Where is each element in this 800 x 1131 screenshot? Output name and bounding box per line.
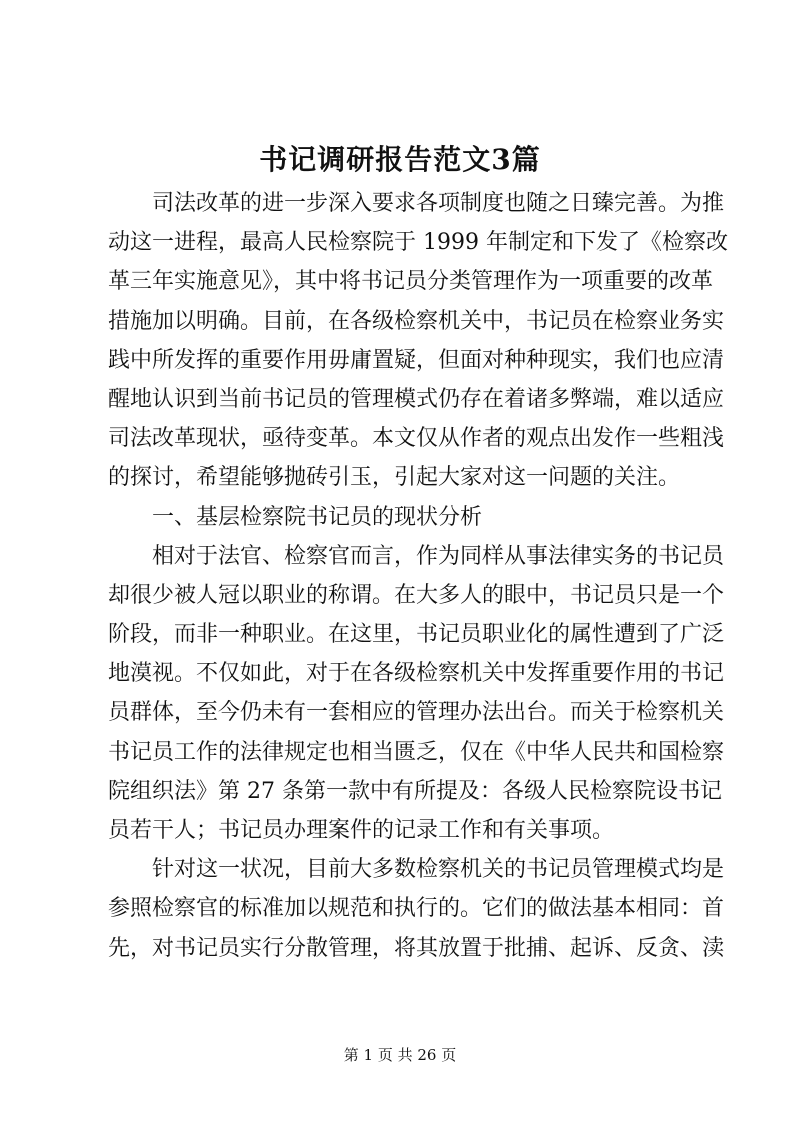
paragraph-line: 却很少被人冠以职业的称谓。在大多人的眼中，书记员只是一个 [108,582,725,608]
paragraph-line: 动这一进程，最高人民检察院于 1999 年制定和下发了《检察改 [108,230,728,256]
document-body [108,184,728,968]
paragraph-line: 参照检察官的标准加以规范和执行的。它们的做法基本相同：首 [108,896,725,922]
paragraph-line: 先，对书记员实行分散管理，将其放置于批捕、起诉、反贪、渎 [108,935,725,961]
paragraph-line: 院组织法》第 27 条第一款中有所提及：各级人民检察院设书记 [108,778,722,804]
paragraph-line: 阶段，而非一种职业。在这里，书记员职业化的属性遭到了广泛 [108,622,725,648]
paragraph-line: 员群体，至今仍未有一套相应的管理办法出台。而关于检察机关 [108,700,725,726]
section-heading: 一、基层检察院书记员的现状分析 [152,504,483,530]
paragraph-line: 针对这一状况，目前大多数检察机关的书记员管理模式均是 [152,857,725,883]
paragraph-line: 书记员工作的法律规定也相当匮乏，仅在《中华人民共和国检察 [108,739,725,765]
paragraph-line: 醒地认识到当前书记员的管理模式仍存在着诸多弊端，难以适应 [108,386,725,412]
paragraph-line: 司法改革的进一步深入要求各项制度也随之日臻完善。为推 [152,191,725,216]
paragraph-line: 践中所发挥的重要作用毋庸置疑，但面对种种现实，我们也应清 [108,347,725,373]
paragraph-line: 措施加以明确。目前，在各级检察机关中，书记员在检察业务实 [108,308,725,334]
paragraph-line: 革三年实施意见》，其中将书记员分类管理作为一项重要的改革 [108,269,714,295]
document-title: 书记调研报告范文3篇 [259,143,541,176]
paragraph-line: 员若干人；书记员办理案件的记录工作和有关事项。 [108,818,615,843]
paragraph-line: 的探讨，希望能够抛砖引玉，引起大家对这一问题的关注。 [108,465,681,491]
paragraph-line: 司法改革现状，亟待变革。本文仅从作者的观点出发作一些粗浅 [108,426,725,452]
page-footer: 第 1 页 共 26 页 [343,1046,457,1064]
paragraph-line: 相对于法官、检察官而言，作为同样从事法律实务的书记员 [152,543,725,569]
paragraph-line: 地漠视。不仅如此，对于在各级检察机关中发挥重要作用的书记 [108,661,725,687]
